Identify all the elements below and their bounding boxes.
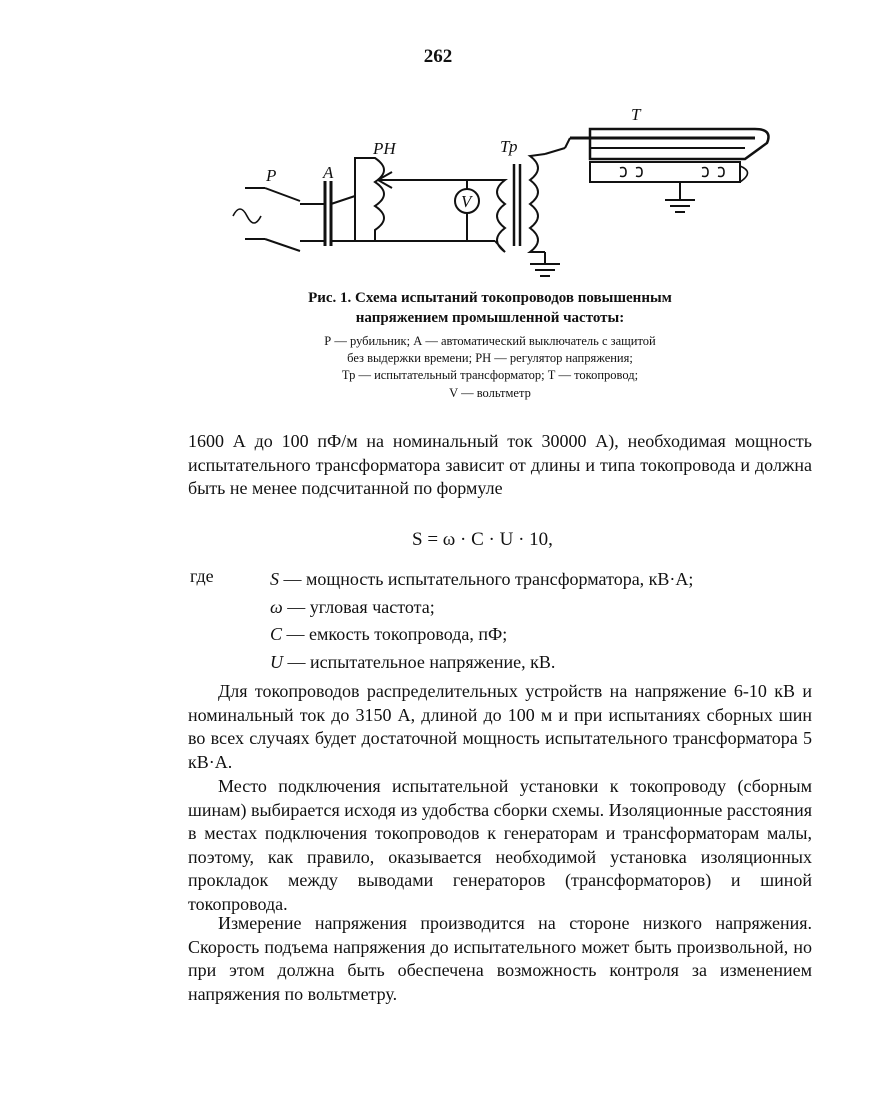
label-ph: РН <box>373 139 396 158</box>
transformer-primary <box>495 180 505 252</box>
busbar-insulator <box>590 162 740 182</box>
switch-p-blade-1 <box>265 188 300 201</box>
busbar-conductor <box>565 138 570 148</box>
paragraph-4: Измерение напряжения производится на стороне низкого напряжения. Скорость подъема напряжения до испытательного может быть произвольной, но при этом должна быть обеспечена возможность контроля за изменением напряжения по вольтметру. <box>188 913 812 1004</box>
definition-s: S — мощность испытательного трансформатора, кВ·А; <box>270 569 694 589</box>
power-formula: S = ω · C · U · 10, <box>412 529 553 550</box>
label-t: Т <box>631 105 641 124</box>
switch-p-blade-2 <box>265 239 300 251</box>
where-label: где <box>190 566 214 586</box>
paragraph-2: Для токопроводов распределительных устройств на напряжение 6-10 кВ и номинальный ток до 3150 А, длиной до 100 м и при испытаниях сборных шин во всех случаях будет достаточной мощность испытательного трансформатора 5 кВ·А. <box>188 681 812 772</box>
test-circuit-diagram <box>225 96 785 281</box>
label-p: Р <box>266 166 277 185</box>
label-tr: Тр <box>500 137 518 156</box>
symbol-definitions <box>270 566 693 676</box>
voltmeter-label: V <box>461 192 472 211</box>
ac-source-icon <box>233 209 261 223</box>
definition-omega: ω — угловая частота; <box>270 596 435 617</box>
transformer-secondary <box>530 154 545 252</box>
definition-u: U — испытательное напряжение, кВ. <box>270 651 556 672</box>
figure-caption-line-1: Рис. 1. Схема испытаний токопроводов повышенным <box>308 290 672 306</box>
figure-legend-line-2: без выдержки времени; РН — регулятор напряжения; <box>347 351 633 365</box>
busbar-enclosure <box>590 129 769 159</box>
figure-legend-line-3: Тр — испытательный трансформатор; Т — токопровод; <box>341 368 639 382</box>
regulator-coil <box>355 158 384 241</box>
definition-c: C — емкость токопровода, пФ; <box>270 624 508 644</box>
paragraph-3: Место подключения испытательной установки к токопроводу (сборным шинам) выбирается исходя из удобства сборки схемы. Изоляционные расстояния в местах подключения токопроводов к генераторам и трансформаторам малы, поэтому, как правило, оказывается необходимой установка изоляционных прокладок между выводами генераторов (трансформаторов) и шиной токопровода. <box>188 776 812 914</box>
figure-legend-line-4: V — вольтметр <box>449 386 531 400</box>
figure-legend-line-1: Р — рубильник; А — автоматический выключатель с защитой <box>324 334 656 348</box>
figure-caption-line-2: напряжением промышленной частоты: <box>355 310 625 326</box>
page-number: 262 <box>423 46 453 67</box>
paragraph-1: 1600 А до 100 пФ/м на номинальный ток 30000 А), необходимая мощность испытательного трансформатора зависит от длины и типа токопровода и должна быть не менее подсчитанной по формуле <box>188 431 812 499</box>
label-a: А <box>323 163 334 182</box>
